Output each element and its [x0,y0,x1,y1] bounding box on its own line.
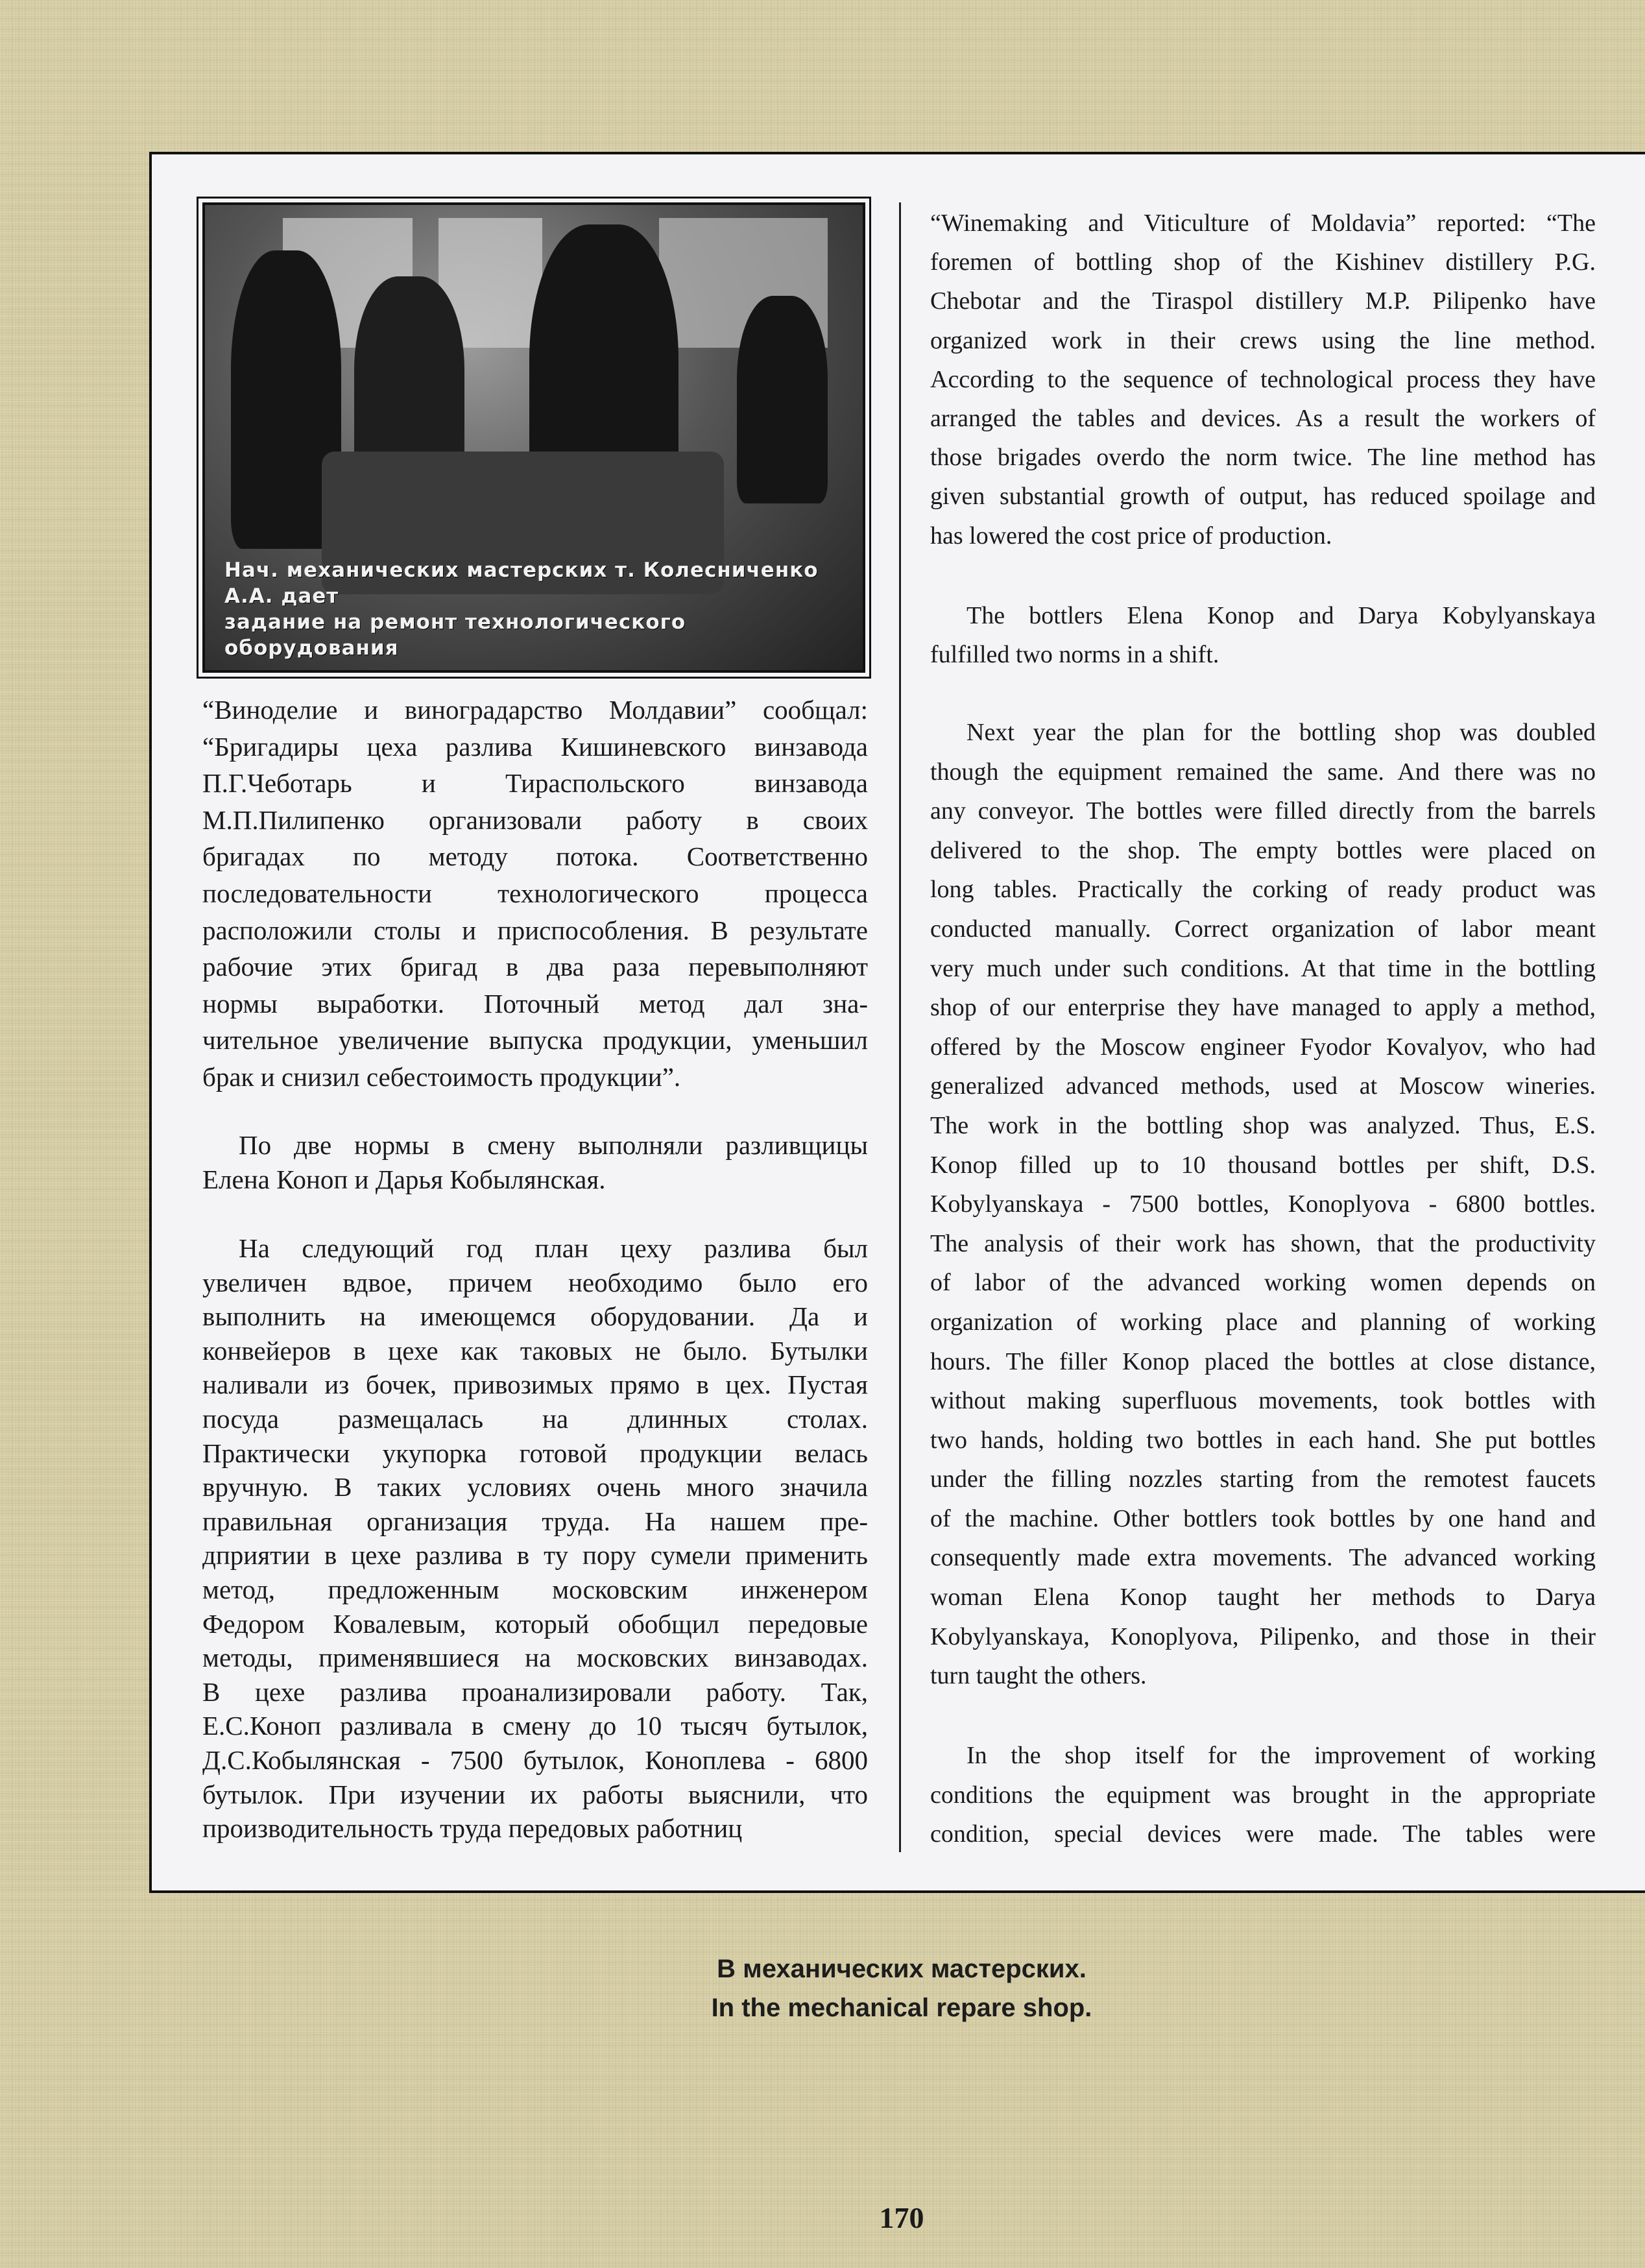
text-line: has lowered the cost price of production. [930,522,1332,549]
text-line: Федором Ковалевым, который обобщил передовые [202,1608,868,1639]
figure-caption-en: In the mechanical repare shop. [711,1994,1092,2022]
column-divider [899,202,901,1852]
text-line: any conveyor. The bottles were filled directly from the barrels [930,797,1596,825]
text-line: conditions the equipment was brought in the appropriate [930,1781,1596,1809]
text-line: бутылок. При изучении их работы выяснили, что [202,1779,868,1809]
text-line: foremen of bottling shop of the Kishinev distillery P.G. [930,248,1596,276]
text-line: two hands, holding two bottles in each hand. She put bottles [930,1426,1596,1454]
archive-photo [202,202,865,673]
text-line: Konop filled up to 10 thousand bottles per shift, D.S. [930,1151,1596,1179]
text-line: According to the sequence of technological process they have [930,365,1596,393]
text-line: organization of working place and planning of working [930,1308,1596,1336]
photo-figure [737,296,828,503]
text-line: The bottlers Elena Konop and Darya Kobylyanskaya [967,602,1596,629]
text-line: Chebotar and the Tiraspol distillery M.P. Pilipenko have [930,287,1596,315]
text-line: увеличен вдвое, причем необходимо было его [202,1267,868,1297]
text-line: М.П.Пилипенко организовали работу в своих [202,804,868,835]
text-line: метод, предложенным московским инженером [202,1574,868,1604]
text-line: The work in the bottling shop was analyzed. Thus, E.S. [930,1111,1596,1139]
text-line: В цехе разлива проанализировали работу. Так, [202,1676,868,1707]
text-line: under the filling nozzles starting from the remotest faucets [930,1466,1596,1493]
text-line: condition, special devices were made. The tables were [930,1820,1596,1848]
ru-paragraph [202,1128,868,1197]
text-line: of labor of the advanced working women depends on [930,1269,1596,1297]
text-line: those brigades overdo the norm twice. The line method has [930,444,1596,472]
text-line: Д.С.Кобылянская - 7500 бутылок, Коноплева - 6800 [202,1744,868,1775]
en-paragraph [930,204,1596,555]
text-line: методы, применявшиеся на московских винзаводах. [202,1643,868,1673]
en-paragraph [930,713,1596,1696]
text-line: In the shop itself for the improvement of working [967,1742,1596,1769]
text-line: given substantial growth of output, has reduced spoilage and [930,483,1596,511]
text-line: without making superfluous movements, took bottles with [930,1387,1596,1415]
text-line: бригадах по методу потока. Соответственно [202,841,868,872]
text-line: very much under such conditions. At that time in the bottling [930,954,1596,982]
text-line: наливали из бочек, привозимых прямо в цех. Пустая [202,1369,868,1400]
text-line: Практически укупорка готовой продукции велась [202,1438,868,1468]
text-line: “Бригадиры цеха разлива Кишиневского винзавода [202,731,868,762]
text-line: посуда размещалась на длинных столах. [202,1403,868,1434]
text-line: брак и снизил себестоимость продукции”. [202,1061,681,1092]
text-line: delivered to the shop. The empty bottles were placed on [930,836,1596,864]
text-line: На следующий год план цеху разлива был [239,1233,868,1263]
text-line: shop of our enterprise they have managed to apply a method, [930,994,1596,1022]
text-line: woman Elena Konop taught her methods to Darya [930,1584,1596,1611]
text-line: Kobylyanskaya - 7500 bottles, Konoplyova - 6800 bottles. [930,1190,1596,1218]
text-line: вручную. В таких условиях очень много значила [202,1472,868,1502]
figure-caption-ru: В механических мастерских. [717,1955,1087,1983]
text-line: offered by the Moscow engineer Fyodor Kovalyov, who had [930,1033,1596,1061]
photo-caption [224,557,850,661]
text-line: The analysis of their work has shown, that the productivity [930,1229,1596,1257]
text-line: рабочие этих бригад в два раза перевыполняют [202,952,868,982]
page-number: 170 [879,2201,924,2234]
text-line: conducted manually. Correct organization of labor meant [930,915,1596,943]
text-line: П.Г.Чеботарь и Тираспольского винзавода [202,768,868,799]
text-line: нормы выработки. Поточный метод дал зна- [202,988,868,1019]
text-line: выполнить на имеющемся оборудовании. Да и [202,1301,868,1332]
text-line: производительность труда передовых работниц [202,1813,743,1844]
text-line: “Winemaking and Viticulture of Moldavia” reported: “The [930,210,1596,237]
figure-caption [0,1949,1645,2027]
photo-caption-line: Нач. механических мастерских т. Колесниченко А.А. дает [224,559,819,608]
text-line: arranged the tables and devices. As a result the workers of [930,405,1596,433]
text-line: последовательности технологического процесса [202,878,868,908]
text-line: правильная организация труда. На нашем пре- [202,1506,868,1536]
text-line: дприятии в цехе разлива в ту пору сумели применить [202,1540,868,1571]
text-line: расположили столы и приспособления. В результате [202,915,868,945]
ru-paragraph [202,1231,868,1846]
text-line: Kobylyanskaya, Konoplyova, Pilipenko, and those in their [930,1623,1596,1650]
text-line: generalized advanced methods, used at Moscow wineries. [930,1072,1596,1100]
text-line: consequently made extra movements. The advanced working [930,1544,1596,1572]
text-line: конвейеров в цехе как таковых не было. Бутылки [202,1335,868,1366]
text-line: turn taught the others. [930,1662,1147,1690]
text-line: though the equipment remained the same. And there was no [930,758,1596,786]
text-line: hours. The filler Konop placed the bottles at close distance, [930,1347,1596,1375]
text-line: organized work in their crews using the line method. [930,326,1596,354]
text-line: По две нормы в смену выполняли разливщицы [239,1130,868,1160]
text-line: Next year the plan for the bottling shop was doubled [967,719,1596,746]
en-paragraph [930,1736,1596,1854]
text-line: fulfilled two norms in a shift. [930,641,1219,669]
text-line: of the machine. Other bottlers took bottles by one hand and [930,1504,1596,1532]
text-line: Елена Коноп и Дарья Кобылянская. [202,1164,606,1194]
photo-caption-line: задание на ремонт технологического оборудования [224,610,686,660]
text-line: long tables. Practically the corking of ready product was [930,876,1596,904]
en-paragraph [930,596,1596,674]
ru-paragraph [202,692,868,1096]
text-line: Е.С.Коноп разливала в смену до 10 тысяч бутылок, [202,1711,868,1741]
text-line: чительное увеличение выпуска продукции, уменьшил [202,1025,868,1056]
text-line: “Виноделие и виноградарство Молдавии” сообщал: [202,695,868,725]
